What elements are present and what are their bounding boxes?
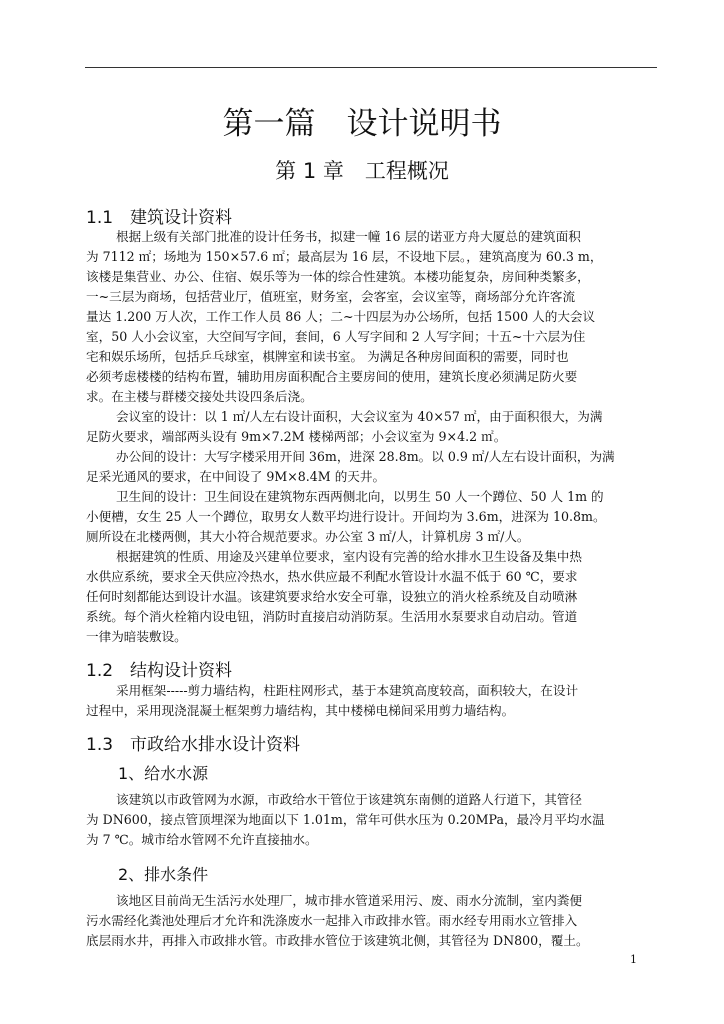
paragraph-line: 宅和娱乐场所，包括乒乓球室，棋牌室和读书室。 为满足各种房间面积的需要，同时也 [86,349,569,364]
paragraph-line: 根据建筑的性质、用途及兴建单位要求，室内设有完善的给水排水卫生设备及集中热 [116,549,582,564]
subsection-heading-water-source: 1、给水水源 [118,764,209,783]
header-rule [85,67,657,68]
paragraph-line: 一律为暗装敷设。 [86,629,187,644]
paragraph-line: 水供应系统，要求全天供应冷热水，热水供应最不利配水管设计水温不低于 60 ℃，要求 [86,569,578,584]
paragraph-line: 该楼是集营业、办公、住宿、娱乐等为一体的综合性建筑。本楼功能复杂，房间种类繁多， [86,269,590,284]
subsection-heading-drainage: 2、排水条件 [118,865,209,884]
paragraph-line: 为 7 ℃。城市给水管网不允许直接抽水。 [86,832,318,847]
paragraph-line: 为 7112 ㎡；场地为 150×57.6 ㎡；最高层为 16 层，不设地下层。，建筑高度为 60.3 m， [86,249,603,264]
paragraph-line: 过程中，采用现浇混凝土框架剪力墙结构，其中楼梯电梯间采用剪力墙结构。 [86,703,515,718]
chapter-title: 第 1 章 工程概况 [275,159,449,183]
paragraph-line: 任何时刻都能达到设计水温。该建筑要求给水安全可靠，设独立的消火栓系统及自动喷淋 [86,589,578,604]
paragraph-line: 求。在主楼与群楼交接处共设四条后浇。 [86,389,313,404]
paragraph-line: 该地区目前尚无生活污水处理厂，城市排水管道采用污、废、雨水分流制，室内粪便 [116,893,582,908]
paragraph-line: 量达 1.200 万人次，工作工作人员 86 人；二~十四层为办公场所，包括 1500 人的大会议 [86,309,596,324]
paragraph-line: 必须考虑楼楼的结构布置，辅助用房面积配合主要房间的使用，建筑长度必须满足防火要 [86,369,578,384]
section-heading-1-3: 1.3 市政给水排水设计资料 [86,735,301,755]
paragraph-line: 底层雨水井，再排入市政排水管。市政排水管位于该建筑北侧，其管径为 DN800，覆土。 [86,933,589,948]
paragraph-line: 会议室的设计：以 1 ㎡/人左右设计面积，大会议室为 40×57 ㎡，由于面积很大，为满 [116,409,603,424]
paragraph-line: 根据上级有关部门批准的设计任务书，拟建一幢 16 层的诺亚方舟大厦总的建筑面积 [116,229,581,244]
paragraph-line: 该建筑以市政管网为水源，市政给水干管位于该建筑东南侧的道路人行道下，其管径 [116,792,582,807]
paragraph-line: 办公间的设计：大写字楼采用开间 36m，进深 28.8m。以 0.9 ㎡/人左右设计面积，为满 [116,449,615,464]
section-heading-1-2: 1.2 结构设计资料 [86,661,233,681]
page-number: 1 [630,953,637,966]
paragraph-line: 室，50 人小会议室，大空间写字间，套间，6 人写字间和 2 人写字间；十五~十六层为住 [86,329,586,344]
paragraph-line: 足采光通风的要求，在中间设了 9M×8.4M 的天井。 [86,469,386,484]
paragraph-line: 足防火要求，端部两头设有 9m×7.2M 楼梯两部；小会议室为 9×4.2 ㎡。 [86,429,507,444]
paragraph-line: 小便槽，女生 25 人一个蹲位，取男女人数平均进行设计。开间均为 3.6m，进深为 10.8m。 [86,509,606,524]
paragraph-line: 厕所设在北楼两侧，其大小符合规范要求。办公室 3 ㎡/人，计算机房 3 ㎡/人。 [86,529,530,544]
section-heading-1-1: 1.1 建筑设计资料 [86,208,233,228]
paragraph-line: 卫生间的设计：卫生间设在建筑物东西两侧北向，以男生 50 人一个蹲位、50 人 1m 的 [116,489,604,504]
document-title: 第一篇 设计说明书 [222,106,502,142]
paragraph-line: 为 DN600，接点管顶埋深为地面以下 1.01m，常年可供水压为 0.20MPa，最冷月平均水温 [86,812,605,827]
paragraph-line: 采用框架-----剪力墙结构，柱距柱网形式，基于本建筑高度较高，面积较大，在设计 [116,683,579,698]
paragraph-line: 污水需经化粪池处理后才允许和洗涤废水一起排入市政排水管。雨水经专用雨水立管排入 [86,913,578,928]
paragraph-line: 系统。每个消火栓箱内设电钮，消防时直接启动消防泵。生活用水泵要求自动启动。管道 [86,609,578,624]
paragraph-line: 一~三层为商场，包括营业厅，值班室，财务室，会客室，会议室等，商场部分允许客流 [86,289,576,304]
